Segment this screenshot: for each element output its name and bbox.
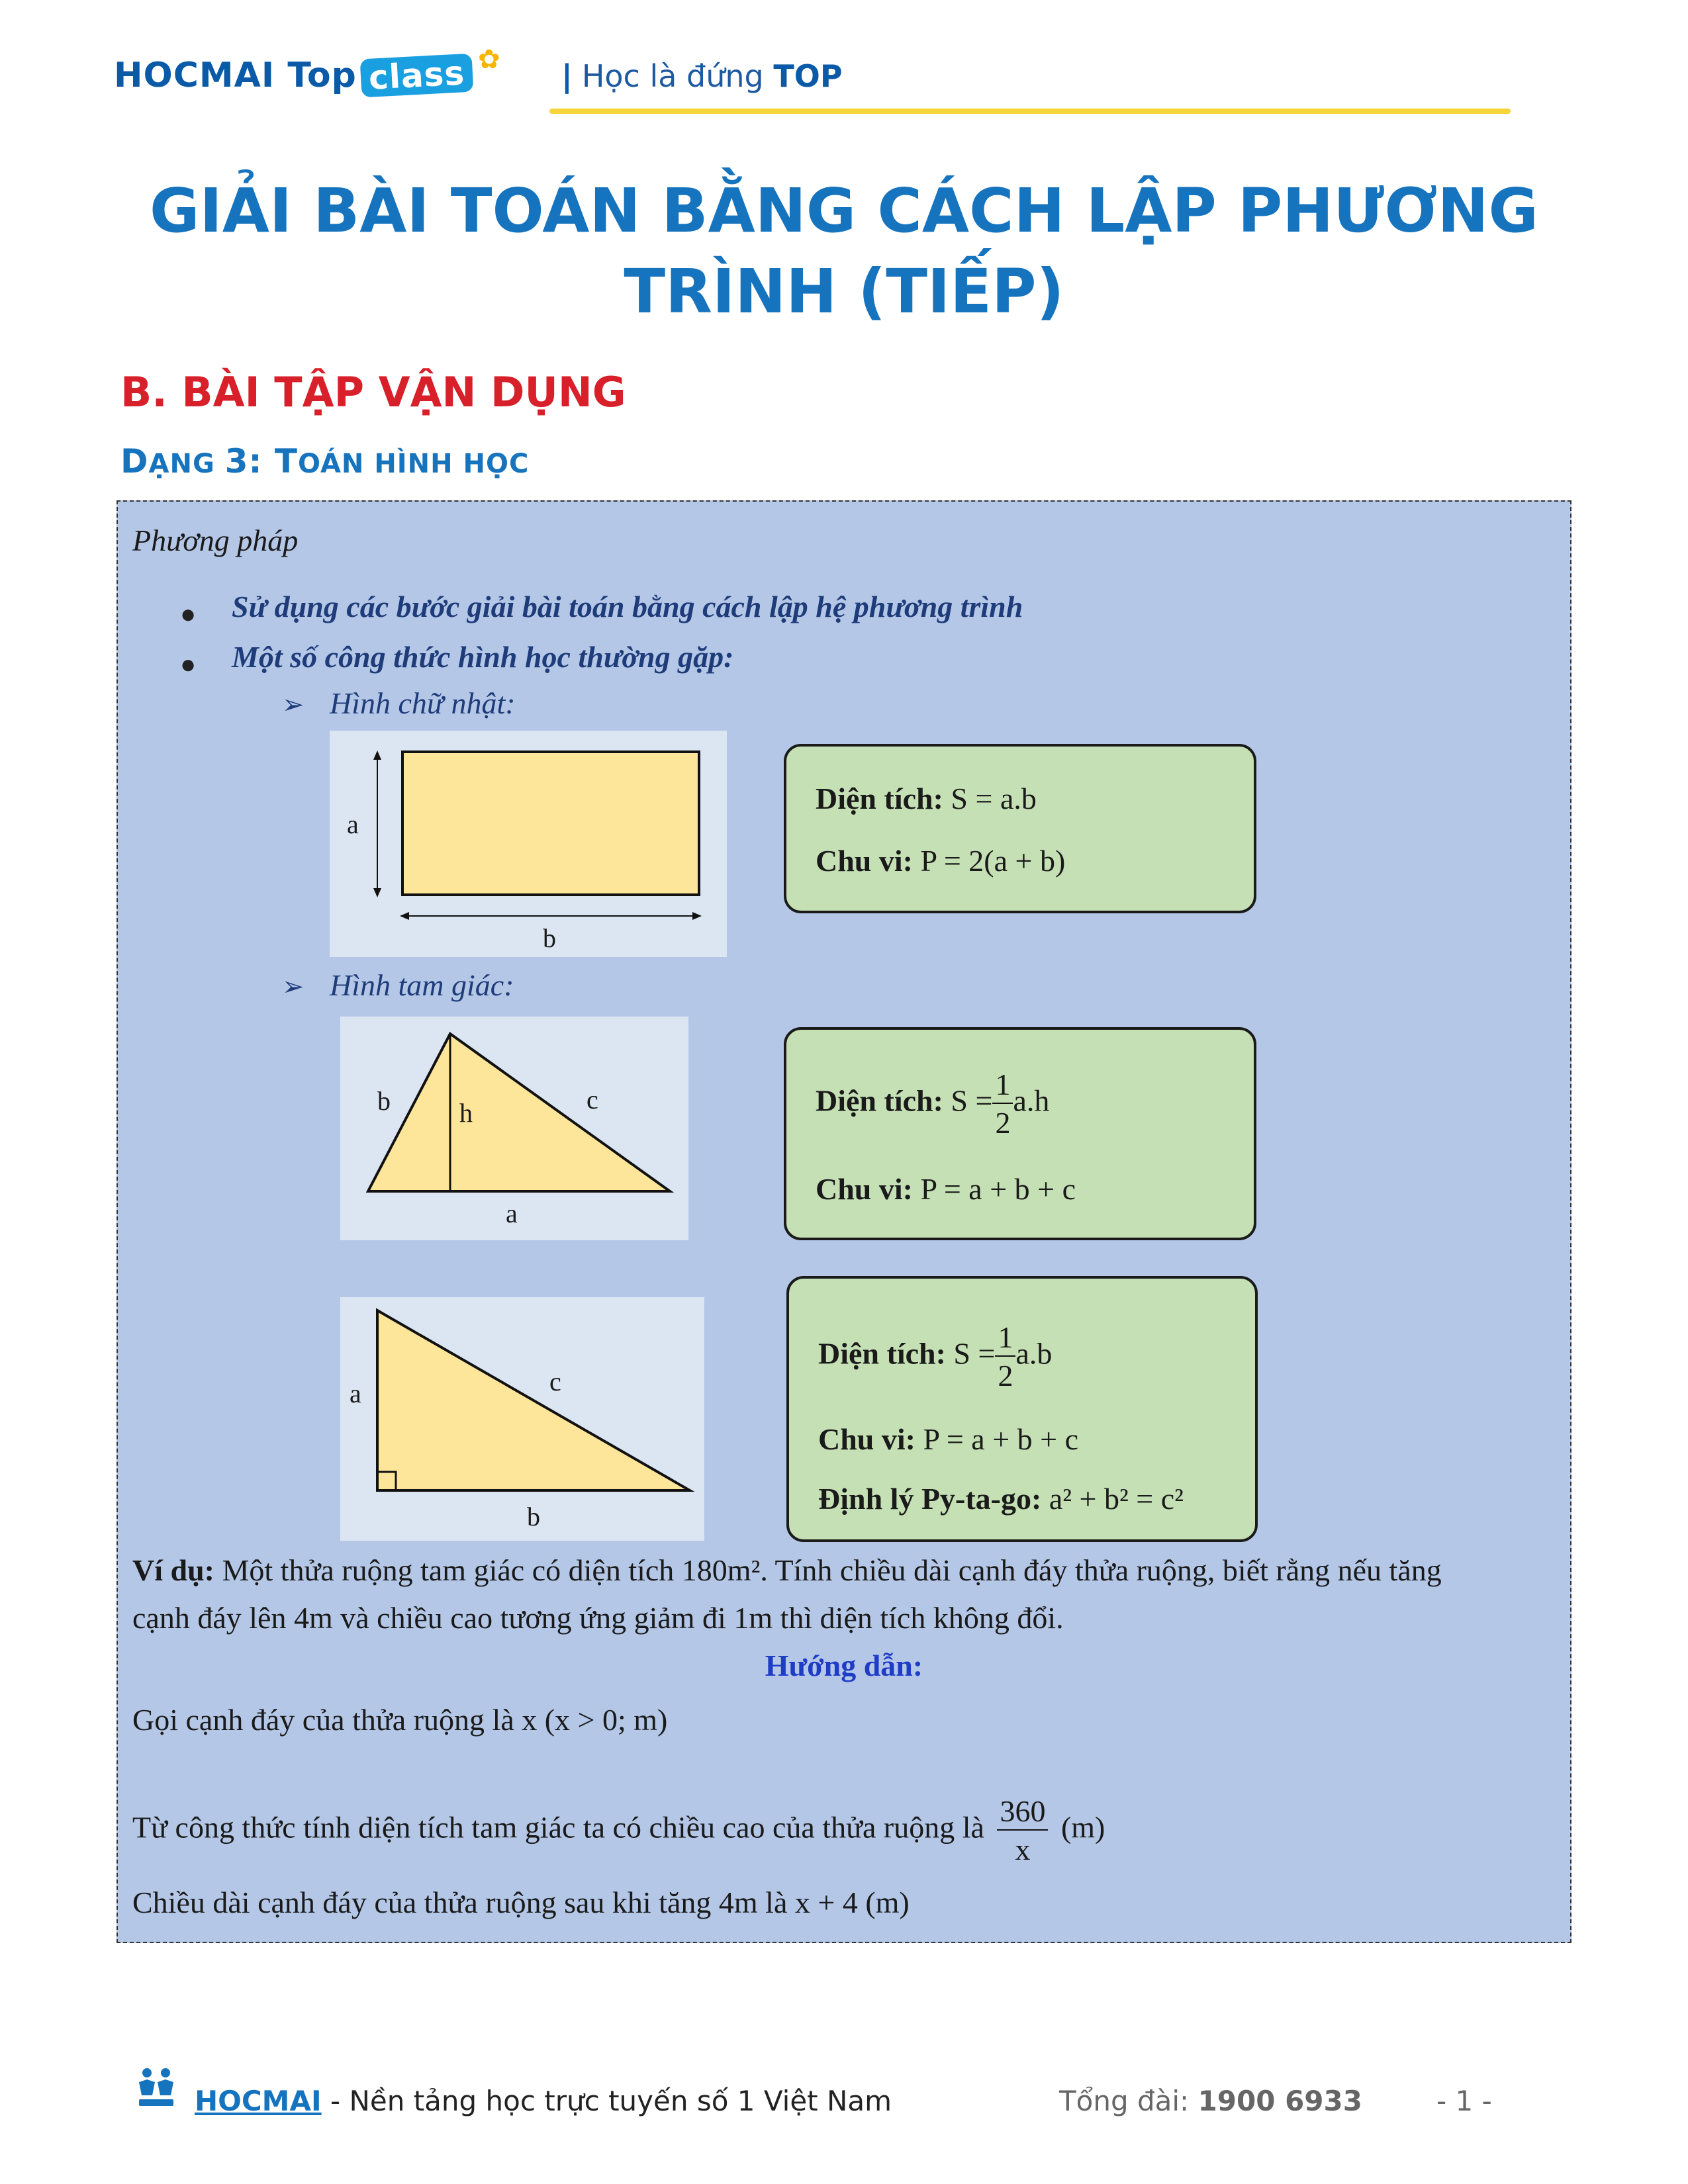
people-icon bbox=[132, 2064, 180, 2111]
area-label: Diện tích: bbox=[818, 1336, 946, 1371]
step-2 bbox=[132, 1796, 1105, 1865]
triangle-label: Hình tam giác: bbox=[330, 968, 514, 1002]
frac-den: 2 bbox=[998, 1359, 1013, 1392]
arrowhead-icon bbox=[373, 751, 381, 760]
triangle-shape bbox=[368, 1034, 670, 1191]
step-2-text: Từ công thức tính diện tích tam giác ta có chiều cao của thửa ruộng là bbox=[132, 1810, 992, 1844]
frac-den: 2 bbox=[995, 1106, 1011, 1140]
pyth-label: Định lý Py-ta-go: bbox=[818, 1482, 1042, 1516]
area-expr: S = a.b bbox=[951, 782, 1037, 815]
header-divider bbox=[549, 109, 1511, 114]
rectangle-diagram bbox=[330, 731, 727, 957]
bullet-1: Sử dụng các bước giải bài toán bằng cách lập hệ phương trình bbox=[232, 590, 1023, 623]
rect-perim-line bbox=[816, 843, 1065, 878]
tri-side-a-label: a bbox=[506, 1199, 518, 1228]
dang-d: D bbox=[120, 442, 149, 480]
logo-class-badge: class bbox=[359, 54, 473, 98]
dang-rest: OÁN HÌNH HỌC bbox=[298, 449, 530, 479]
perim-expr: P = a + b + c bbox=[923, 1422, 1079, 1456]
frac-num: 1 bbox=[995, 1322, 1015, 1357]
right-triangle-shape bbox=[377, 1310, 690, 1490]
logo-text: HOCMAI Top bbox=[114, 56, 357, 95]
right-side-b-label: b bbox=[527, 1502, 540, 1531]
right-triangle-diagram bbox=[340, 1297, 704, 1541]
perim-label: Chu vi: bbox=[818, 1422, 915, 1456]
right-triangle-figure-panel bbox=[340, 1297, 704, 1541]
page-number: - 1 - bbox=[1436, 2085, 1492, 2117]
area-s: S = bbox=[951, 1083, 993, 1118]
rect-side-b-label: b bbox=[543, 923, 556, 953]
arrowhead-icon bbox=[373, 888, 381, 897]
footer-phone bbox=[1059, 2085, 1362, 2117]
right-side-c-label: c bbox=[549, 1367, 561, 1396]
slogan-text: Học là đứng bbox=[581, 58, 774, 94]
phone-number: 1900 6933 bbox=[1197, 2085, 1362, 2117]
arrow-bullet-icon: ➢ bbox=[282, 972, 305, 1002]
perim-expr: P = a + b + c bbox=[920, 1172, 1076, 1206]
footer-brand-link[interactable]: HOCMAI bbox=[195, 2085, 322, 2117]
area-label: Diện tích: bbox=[816, 782, 943, 815]
fraction-half bbox=[995, 1322, 1015, 1391]
tri-side-b-label: b bbox=[377, 1086, 391, 1116]
guide-heading: Hướng dẫn: bbox=[765, 1649, 923, 1682]
arrow-bullet-icon: ➢ bbox=[282, 690, 305, 720]
rectangle-shape bbox=[402, 752, 699, 895]
section-heading: B. BÀI TẬP VẬN DỤNG bbox=[120, 368, 626, 416]
perim-label: Chu vi: bbox=[816, 844, 913, 878]
example-line-2: cạnh đáy lên 4m và chiều cao tương ứng giảm đi 1m thì diện tích không đổi. bbox=[132, 1601, 1064, 1635]
rectangle-figure-panel bbox=[330, 731, 727, 957]
perim-expr: P = 2(a + b) bbox=[920, 844, 1066, 878]
area-label: Diện tích: bbox=[816, 1083, 943, 1118]
dang-ang: ẠNG bbox=[148, 449, 225, 479]
hocmai-topclass-logo bbox=[114, 56, 473, 95]
rect-formula-box bbox=[784, 744, 1256, 913]
slogan-bar: | bbox=[561, 58, 573, 94]
subsection-heading bbox=[120, 442, 529, 480]
arrowhead-icon bbox=[400, 912, 409, 920]
triangle-figure-panel bbox=[340, 1017, 688, 1240]
rect-side-a-label: a bbox=[347, 809, 359, 839]
right-side-a-label: a bbox=[350, 1379, 361, 1408]
slogan bbox=[561, 58, 843, 94]
perim-label: Chu vi: bbox=[816, 1172, 913, 1206]
frac-num: 1 bbox=[992, 1069, 1013, 1104]
title-line-2: TRÌNH (TIẾP) bbox=[624, 256, 1064, 327]
step-3: Chiều dài cạnh đáy của thửa ruộng sau khi tăng 4m là x + 4 (m) bbox=[132, 1886, 910, 1919]
hocmai-footer-logo-icon bbox=[132, 2064, 180, 2111]
example-label: Ví dụ: bbox=[132, 1553, 214, 1587]
dang-t: T bbox=[274, 442, 299, 480]
step-1: Gọi cạnh đáy của thửa ruộng là x (x > 0; m) bbox=[132, 1703, 668, 1737]
slogan-top: TOP bbox=[773, 58, 843, 94]
right-triangle-formula-box bbox=[786, 1276, 1258, 1542]
footer-text bbox=[195, 2085, 892, 2117]
area-rest: a.b bbox=[1015, 1336, 1053, 1371]
step-2-unit: (m) bbox=[1053, 1810, 1105, 1844]
example-text-1: Một thửa ruộng tam giác có diện tích 180m². Tính chiều dài cạnh đáy thửa ruộng, biết rằng nếu tăng bbox=[214, 1553, 1442, 1587]
bullet-dot-icon: ● bbox=[180, 649, 197, 679]
method-label: Phương pháp bbox=[132, 523, 299, 557]
rect-label: Hình chữ nhật: bbox=[330, 686, 516, 720]
tri-side-c-label: c bbox=[586, 1085, 598, 1115]
frac-num: 360 bbox=[997, 1796, 1048, 1831]
title-line-1: GIẢI BÀI TOÁN BẰNG CÁCH LẬP PHƯƠNG bbox=[149, 175, 1539, 246]
frac-den: x bbox=[1015, 1833, 1031, 1866]
tri-area-line bbox=[816, 1069, 1049, 1138]
star-icon: ✿ bbox=[478, 44, 500, 74]
right-area-line bbox=[818, 1322, 1052, 1391]
footer-tagline: - Nền tảng học trực tuyến số 1 Việt Nam bbox=[321, 2085, 892, 2117]
fraction-half bbox=[992, 1069, 1013, 1138]
area-s: S = bbox=[953, 1336, 996, 1371]
tri-height-label: h bbox=[459, 1098, 473, 1128]
dang-num: 3: bbox=[224, 442, 275, 480]
pythagoras-line bbox=[818, 1481, 1184, 1516]
area-rest: a.h bbox=[1013, 1083, 1050, 1118]
right-perim-line bbox=[818, 1422, 1078, 1457]
phone-label: Tổng đài: bbox=[1059, 2085, 1198, 2117]
example-line-1 bbox=[132, 1553, 1442, 1588]
fraction-360-x bbox=[997, 1796, 1048, 1865]
page-title bbox=[66, 171, 1622, 332]
pyth-expr: a² + b² = c² bbox=[1049, 1482, 1184, 1516]
arrowhead-icon bbox=[692, 912, 702, 920]
rect-area-line bbox=[816, 781, 1037, 816]
bullet-dot-icon: ● bbox=[180, 599, 197, 629]
bullet-2: Một số công thức hình học thường gặp: bbox=[232, 640, 734, 674]
tri-perim-line bbox=[816, 1171, 1076, 1206]
triangle-formula-box bbox=[784, 1027, 1256, 1240]
